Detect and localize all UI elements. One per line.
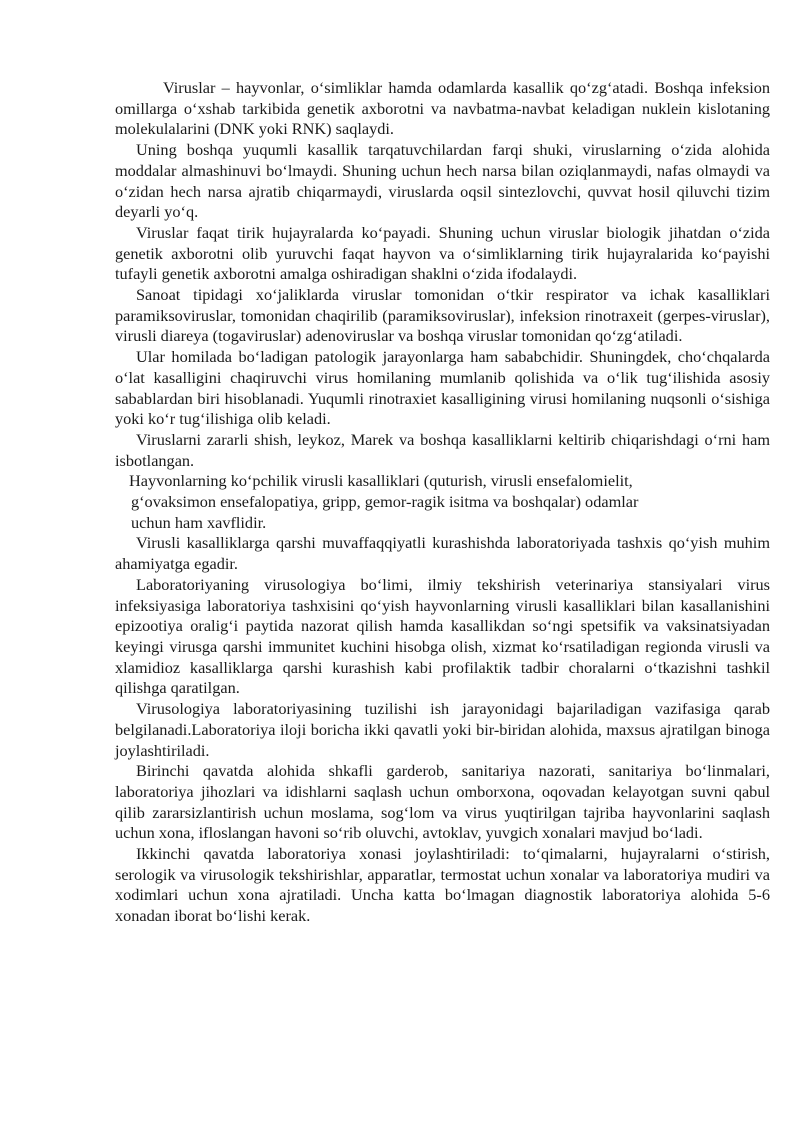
- block-line: Hayvonlarning ko‘pchilik virusli kasalliklari (quturish, virusli ensefalomielit,: [129, 471, 633, 491]
- paragraph-virology-department: Laboratoriyaning virusologiya bo‘limi, ilmiy tekshirish veterinariya stansiyalari virus infeksiyasiga laboratoriya tashxisini qo‘yish hayvonlarning virusli kasalliklari bilan kasallanishini epizootiya oralig‘i paytida nazorat qilish hamda kasallikdan so‘ngi spetsifik va vaksinatsiyadan keyingi virusga qarshi immunitet kuchini hisobga olish, xizmat ko‘rsatiladigan regionda virusli va xlamidioz kasalliklarga qarshi kurashish kabi profilaktik tadbir choralarni o‘tkazishni tashkil qilishga qaratilgan.: [115, 574, 770, 698]
- block-line: uchun ham xavflidir.: [131, 512, 267, 532]
- paragraph-metabolism: Uning boshqa yuqumli kasallik tarqatuvchilardan farqi shuki, viruslarning o‘zida alohida moddalar almashinuvi bo‘lmaydi. Shuning uchun hech narsa bilan oziqlanmaydi, nafas olmaydi va o‘zidan hech narsa ajratib chiqarmaydi, viruslarda oqsil sintezlovchi, quvvat hosil qiluvchi tizim deyarli yo‘q.: [115, 140, 770, 222]
- block-line: g‘ovaksimon ensefalopatiya, gripp, gemor-ragik isitma va boshqalar) odamlar: [131, 492, 639, 512]
- paragraph-living-cells: Viruslar faqat tirik hujayralarda ko‘payadi. Shuning uchun viruslar biologik jihatdan o‘zida genetik axborotni olib yuruvchi faqat hayvon va o‘simliklarning tirik hujayralarida ko‘payishi tufayli genetik axborotni amalga oshiradigan shaklni o‘zida ifodalaydi.: [115, 222, 770, 284]
- paragraph-first-floor: Birinchi qavatda alohida shkafli garderob, sanitariya nazorati, sanitariya bo‘linmalari, laboratoriya jihozlari va idishlarni saqlash uchun omborxona, oqovadan kelayotgan suvni qabul qilib zararsizlantirish uchun moslama, sog‘lom va virus yuqtirilgan tajriba hayvonlarini saqlash uchun xona, ifloslangan havoni so‘rib oluvchi, avtoklav, yuvgich xonalari mavjud bo‘ladi.: [115, 761, 770, 843]
- paragraph-diagnosis: Virusli kasalliklarga qarshi muvaffaqqiyatli kurashishda laboratoriyada tashxis qo‘yish muhim ahamiyatga egadir.: [115, 533, 770, 574]
- paragraph-industrial-farms: Sanoat tipidagi xo‘jaliklarda viruslar tomonidan o‘tkir respirator va ichak kasalliklari paramiksoviruslar, tomonidan chaqirilib (paramiksoviruslar), infeksion rinotraxeit (gerpes-viruslar), virusli diareya (togaviruslar) adenoviruslar va boshqa viruslar tomonidan qo‘zg‘atiladi.: [115, 285, 770, 346]
- paragraph-viruses-intro: Viruslar – hayvonlar, o‘simliklar hamda odamlarda kasallik qo‘zg‘atadi. Boshqa infeksion omillarga o‘xshab tarkibida genetik axborotni va navbatma-navbat keladigan nuklein kislotaning molekulalarini (DNK yoki RNK) saqlaydi.: [115, 78, 770, 139]
- paragraph-human-danger: [115, 471, 770, 533]
- paragraph-pathology: Ular homilada bo‘ladigan patologik jarayonlarga ham sababchidir. Shuningdek, cho‘chqalarda o‘lat kasalligini chaqiruvchi virus homilaning mumlanib qolishida va o‘lik tug‘ilishida asosiy sabablardan biri hisoblanadi. Yuqumli rinotraxiet kasalligining virusi homilaning nuqsonli o‘sishiga yoki ko‘r tug‘ilishiga olib keladi.: [115, 347, 770, 429]
- paragraph-second-floor: Ikkinchi qavatda laboratoriya xonasi joylashtiriladi: to‘qimalarni, hujayralarni o‘stirish, serologik va virusologik tekshirishlar, apparatlar, termostat uchun xonalar va laboratoriya mudiri va xodimlari uchun xona ajratiladi. Uncha katta bo‘lmagan diagnostik laboratoriya alohida 5-6 xonadan iborat bo‘lishi kerak.: [115, 844, 770, 926]
- paragraph-tumors: Viruslarni zararli shish, leykoz, Marek va boshqa kasalliklarni keltirib chiqarishdagi o‘rni ham isbotlangan.: [115, 429, 770, 470]
- paragraph-lab-structure: Virusologiya laboratoriyasining tuzilishi ish jarayonidagi bajariladigan vazifasiga qarab belgilanadi.Laboratoriya iloji boricha ikki qavatli yoki bir-biridan alohida, maxsus ajratilgan binoga joylashtiriladi.: [115, 699, 770, 760]
